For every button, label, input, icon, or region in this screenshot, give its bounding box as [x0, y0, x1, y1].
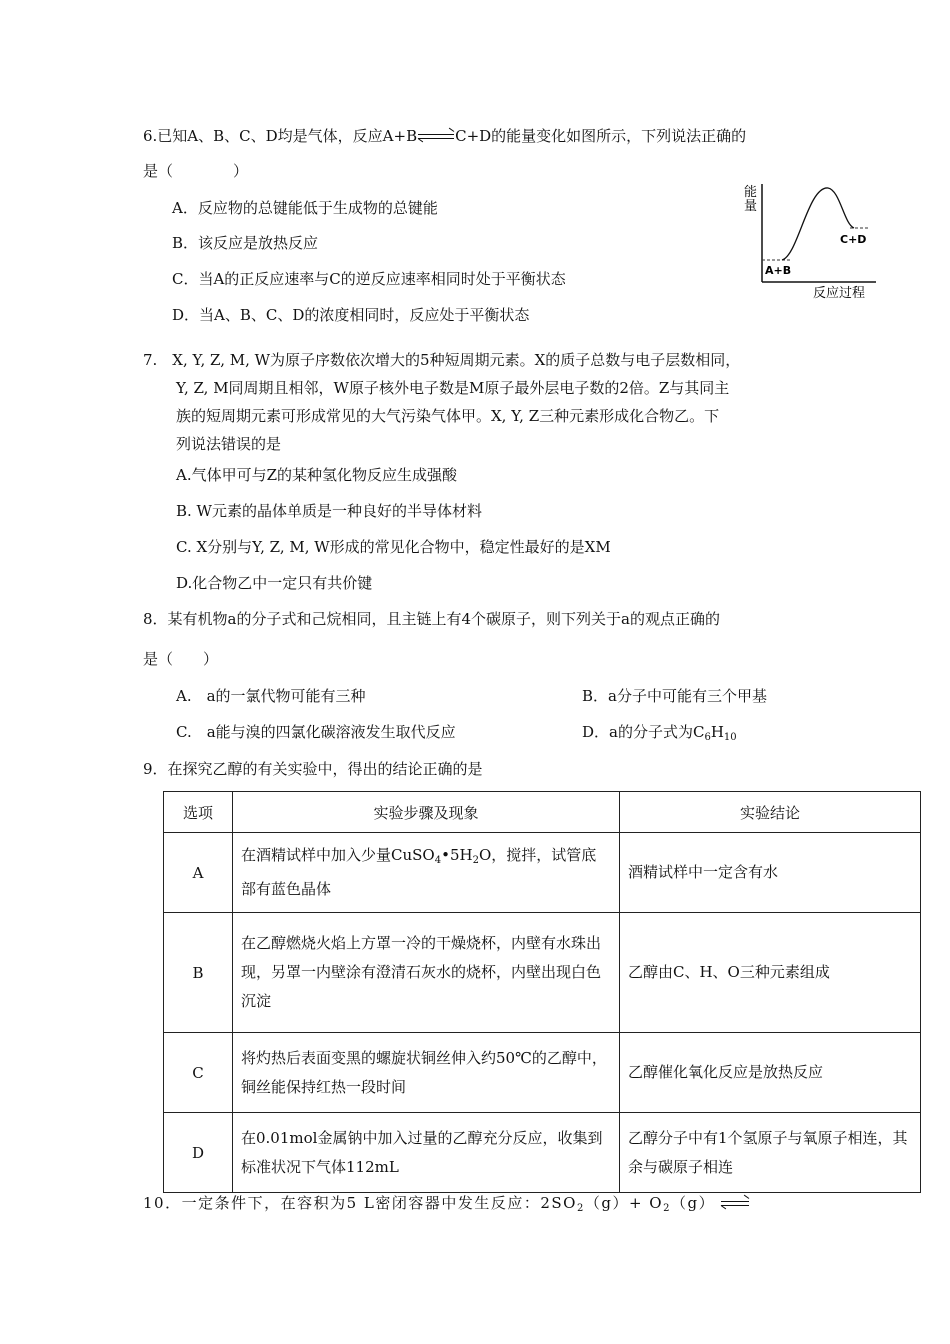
- row-option: B: [164, 913, 233, 1033]
- equilibrium-arrow-icon: [418, 132, 454, 142]
- product-label: C+D: [840, 233, 867, 246]
- row-option: D: [164, 1113, 233, 1193]
- q8-option-d-prefix: D．a的分子式为C: [582, 723, 705, 741]
- row-conclusion: 酒精试样中一定含有水: [620, 833, 921, 913]
- q7-option-c: C. X分别与Y, Z, M, W形成的常见化合物中，稳定性最好的是XM: [176, 538, 611, 556]
- q7-line4: 列说法错误的是: [176, 435, 282, 453]
- table-header-row: [164, 792, 921, 833]
- row-step-sub1: 4: [434, 855, 442, 866]
- row-step: [233, 833, 620, 913]
- q6-stem-a: 6.已知A、B、C、D均是气体，反应A+B: [143, 127, 418, 145]
- q6-option-b: B．该反应是放热反应: [172, 234, 319, 252]
- q7-option-b: B. W元素的晶体单质是一种良好的半导体材料: [176, 502, 482, 520]
- q10-sub1: 2: [576, 1203, 585, 1214]
- q10-stem: [143, 1196, 750, 1214]
- row-conclusion: 乙醇由C、H、O三种元素组成: [620, 913, 921, 1033]
- q8-option-d-sub2: 10: [723, 732, 737, 743]
- row-option: A: [164, 833, 233, 913]
- table-row: [164, 1033, 921, 1113]
- q8-stem-line1: 8．某有机物a的分子式和己烷相同，且主链上有4个碳原子，则下列关于a的观点正确的: [143, 610, 720, 628]
- q7-line2: Y, Z, M同周期且相邻，W原子核外电子数是M原子最外层电子数的2倍。Z与其同主: [176, 379, 730, 397]
- row-step: 在0.01mol金属钠中加入过量的乙醇充分反应，收集到标准状况下气体112mL: [233, 1113, 620, 1193]
- row-conclusion: 乙醇分子中有1个氢原子与氧原子相连，其余与碳原子相连: [620, 1113, 921, 1193]
- table-row: [164, 833, 921, 913]
- q8-option-d: [582, 725, 737, 743]
- table-row: [164, 1113, 921, 1193]
- row-step-b: •5H: [441, 846, 473, 864]
- q7-option-a: A.气体甲可与Z的某种氢化物反应生成强酸: [176, 466, 458, 484]
- equilibrium-arrow-icon: [721, 1199, 749, 1209]
- energy-ylabel-char2: 量: [744, 199, 758, 214]
- table-row: [164, 913, 921, 1033]
- header-step: 实验步骤及现象: [233, 792, 620, 833]
- q8-option-a: A. a的一氯代物可能有三种: [176, 687, 366, 705]
- row-conclusion: 乙醇催化氧化反应是放热反应: [620, 1033, 921, 1113]
- q10-sub2: 2: [663, 1203, 671, 1214]
- q6-stem-b: C+D的能量变化如图所示，下列说法正确的: [455, 127, 747, 145]
- q10-part-c: （g）: [670, 1194, 716, 1212]
- reactant-label: A+B: [765, 264, 792, 277]
- q9-stem: 9．在探究乙醇的有关实验中，得出的结论正确的是: [143, 760, 483, 778]
- q8-option-d-sub1: 6: [704, 732, 711, 743]
- header-option: 选项: [164, 792, 233, 833]
- q6-stem-line2: 是（ ）: [143, 162, 249, 180]
- row-step-sub2: 2: [472, 855, 479, 866]
- header-conclusion: 实验结论: [620, 792, 921, 833]
- q8-option-c: C. a能与溴的四氯化碳溶液发生取代反应: [176, 723, 456, 741]
- q8-option-d-mid: H: [710, 723, 724, 741]
- row-step-c: O，搅拌，试管底部有蓝色晶体: [241, 846, 597, 898]
- row-option: C: [164, 1033, 233, 1113]
- q8-stem-line2: 是（ ）: [143, 650, 219, 668]
- q9-experiment-table: [163, 791, 921, 1193]
- energy-curve: [782, 188, 854, 260]
- row-step: 在乙醇燃烧火焰上方罩一冷的干燥烧杯，内壁有水珠出现，另罩一内壁涂有澄清石灰水的烧杯，内壁出现白色沉淀: [233, 913, 620, 1033]
- q6-option-a: A．反应物的总键能低于生成物的总键能: [172, 199, 438, 217]
- energy-xlabel: 反应过程: [813, 286, 866, 301]
- q7-line1: 7. X, Y, Z, M, W为原子序数依次增大的5种短周期元素。X的质子总数与电子层数相同，: [143, 351, 741, 369]
- row-step-a: 在酒精试样中加入少量CuSO: [241, 846, 435, 864]
- row-step: 将灼热后表面变黑的螺旋状铜丝伸入约50℃的乙醇中，铜丝能保持红热一段时间: [233, 1033, 620, 1113]
- q10-part-a: 10．一定条件下，在容积为5 L密闭容器中发生反应：2SO: [143, 1194, 577, 1212]
- energy-ylabel-char1: 能: [744, 185, 758, 200]
- q6-stem: [143, 129, 746, 144]
- q7-option-d: D.化合物乙中一定只有共价键: [176, 574, 373, 592]
- q7-line3: 族的短周期元素可形成常见的大气污染气体甲。X, Y, Z三种元素形成化合物乙。下: [176, 407, 720, 425]
- q8-option-b: B．a分子中可能有三个甲基: [582, 687, 767, 705]
- q10-part-b: （g）+ O: [584, 1194, 664, 1212]
- q6-option-c: C．当A的正反应速率与C的逆反应速率相同时处于平衡状态: [172, 270, 566, 288]
- energy-diagram: [740, 176, 880, 306]
- q6-option-d: D．当A、B、C、D的浓度相同时，反应处于平衡状态: [172, 306, 530, 324]
